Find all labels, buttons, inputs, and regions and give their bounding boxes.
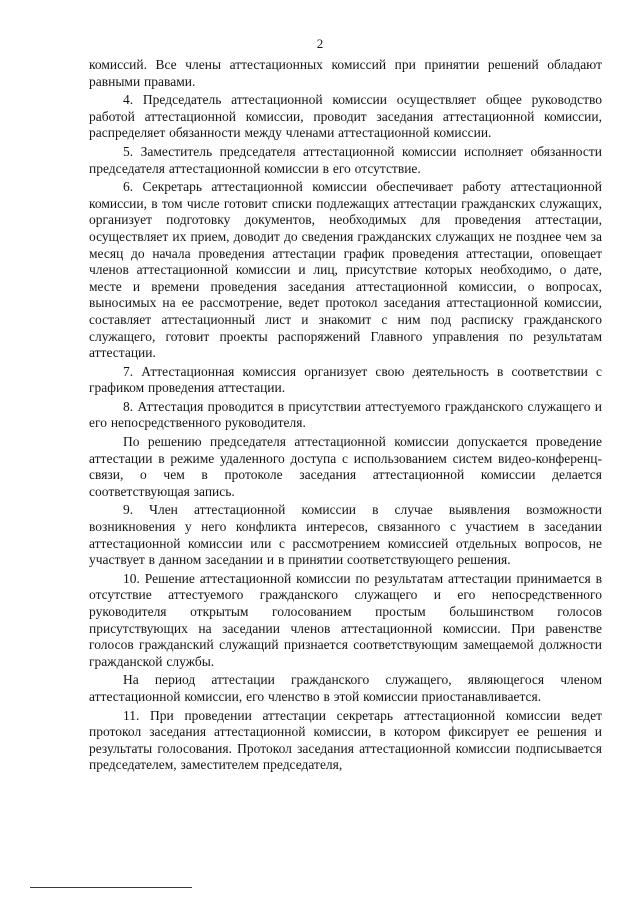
paragraph-item-6: 6. Секретарь аттестационной комиссии обеспечивает работу аттестационной комиссии, в том числе готовит списки подлежащих аттестации гражданских служащих, организует подготовку документов, необходимых для проведения аттестации, осуществляет их прием, доводит до сведения гражданских служащих не позднее чем за месяц до начала проведения аттестации график проведения аттестации, оповещает членов аттестационной комиссии и лиц, присутствие которых необходимо, о дате, месте и времени проведения заседания аттестационной комиссии, о вопросах, выносимых на ее рассмотрение, ведет протокол заседания аттестационной комиссии, составляет аттестационный лист и знакомит с ним под расписку гражданского служащего, готовит проекты распоряжений Главного управления по результатам аттестации.	[89, 179, 602, 361]
paragraph-item-11: 11. При проведении аттестации секретарь аттестационной комиссии ведет протокол заседания аттестационной комиссии, в котором фиксирует ее решения и результаты голосования. Протокол заседания аттестационной комиссии подписывается председателем, заместителем председателя,	[89, 707, 602, 773]
paragraph-item-10-membership: На период аттестации гражданского служащего, являющегося членом аттестационной комиссии, его членство в этой комиссии приостанавливается.	[89, 672, 602, 704]
paragraph-item-7: 7. Аттестационная комиссия организует свою деятельность в соответствии с графиком проведения аттестации.	[89, 363, 602, 396]
paragraph-item-8-remote: По решению председателя аттестационной комиссии допускается проведение аттестации в режиме удаленного доступа с использованием систем видео-конференц-связи, о чем в протоколе заседания аттестационной комиссии делается соответствующая запись.	[89, 434, 602, 499]
paragraph-item-10: 10. Решение аттестационной комиссии по результатам аттестации принимается в отсутствие аттестуемого гражданского служащего и его непосредственного руководителя открытым голосованием простым большинством голосов присутствующих на заседании членов аттестационной комиссии. При равенстве голосов гражданский служащий признается соответствующим замещаемой должности гражданской службы.	[89, 570, 602, 669]
footnote-divider	[30, 887, 192, 888]
document-body	[89, 57, 602, 776]
paragraph-continuation: комиссий. Все члены аттестационных комиссий при принятии решений обладают равными правами.	[89, 57, 602, 89]
paragraph-item-4: 4. Председатель аттестационной комиссии осуществляет общее руководство работой аттестационной комиссии, проводит заседания аттестационной комиссии, распределяет обязанности между членами аттестационной комиссии.	[89, 92, 602, 141]
page-number: 2	[316, 36, 324, 51]
paragraph-item-9: 9. Член аттестационной комиссии в случае выявления возможности возникновения у него конфликта интересов, связанного с участием в заседании аттестационной комиссии или с рассмотрением комиссией отдельных вопросов, не участвует в данном заседании и в принятии соответствующего решения.	[89, 502, 602, 568]
paragraph-item-8: 8. Аттестация проводится в присутствии аттестуемого гражданского служащего и его непосредственного руководителя.	[89, 398, 602, 431]
paragraph-item-5: 5. Заместитель председателя аттестационной комиссии исполняет обязанности председателя аттестационной комиссии в его отсутствие.	[89, 143, 602, 176]
